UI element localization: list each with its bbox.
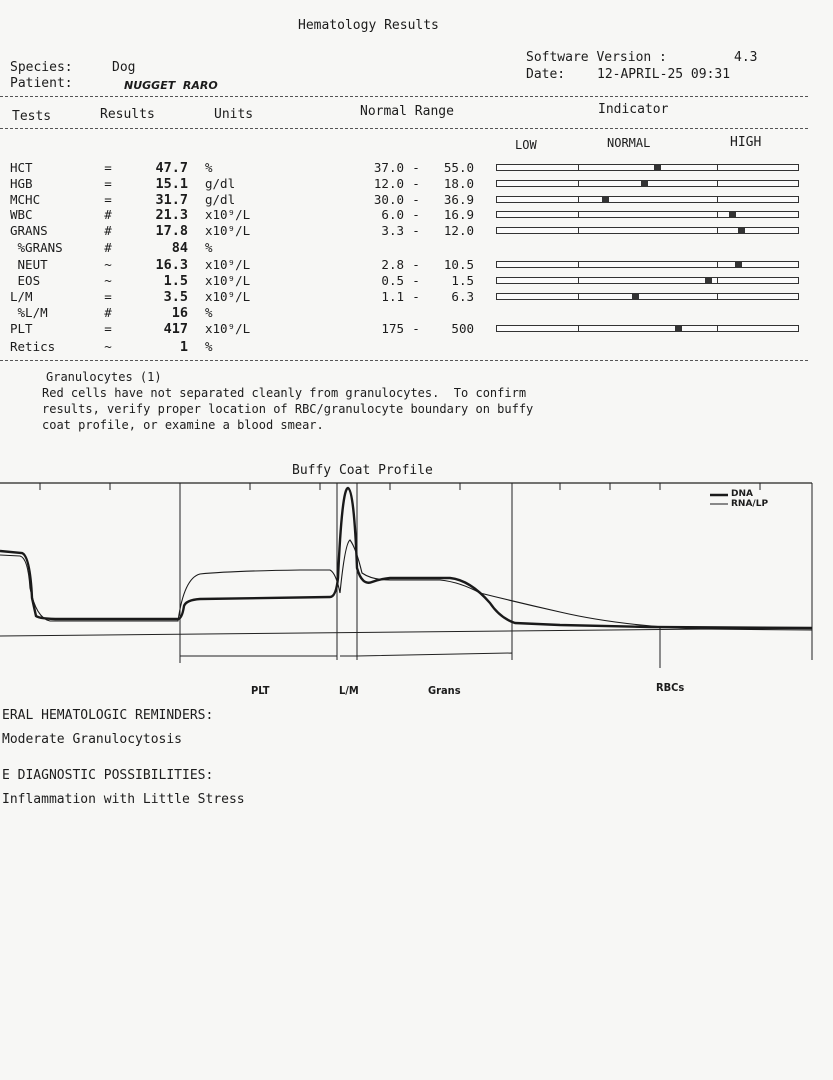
- result-flag: =: [104, 289, 112, 304]
- range-low: 6.0: [381, 207, 404, 222]
- test-name: EOS: [10, 273, 41, 288]
- indicator-tick: [717, 325, 718, 332]
- result-flag: ~: [104, 257, 112, 272]
- indicator-tick: [717, 261, 718, 268]
- indicator-bar: [496, 277, 799, 284]
- indicator-marker: [641, 181, 648, 186]
- range-high: 500: [451, 321, 474, 336]
- result-unit: x10⁹/L: [205, 273, 251, 288]
- result-flag: ~: [104, 339, 112, 354]
- chart-baseline: [0, 628, 812, 636]
- range-high: 1.5: [451, 273, 474, 288]
- reminders-heading: ERAL HEMATOLOGIC REMINDERS:: [2, 708, 214, 723]
- indicator-marker: [654, 165, 661, 170]
- result-value: 31.7: [155, 192, 188, 208]
- table-row: [0, 240, 833, 256]
- species-value: Dog: [112, 60, 136, 75]
- indicator-tick: [717, 164, 718, 171]
- message-line: results, verify proper location of RBC/granulocyte boundary on buffy: [42, 402, 534, 416]
- indicator-tick: [578, 261, 579, 268]
- profile-title: Buffy Coat Profile: [292, 463, 433, 478]
- result-unit: %: [205, 240, 213, 255]
- message-line: coat profile, or examine a blood smear.: [42, 418, 324, 432]
- columns-divider: [0, 128, 808, 129]
- result-flag: #: [104, 223, 112, 238]
- indicator-tick: [578, 277, 579, 284]
- result-flag: #: [104, 207, 112, 222]
- diagnostics-item: Inflammation with Little Stress: [2, 792, 245, 807]
- result-unit: g/dl: [205, 192, 236, 207]
- range-high: 36.9: [443, 192, 474, 207]
- col-results: Results: [100, 107, 155, 122]
- range-dash: -: [412, 257, 420, 272]
- software-version: 4.3: [734, 50, 758, 65]
- result-value: 1.5: [163, 273, 188, 289]
- result-value: 3.5: [163, 289, 188, 305]
- result-flag: =: [104, 160, 112, 175]
- range-dash: -: [412, 176, 420, 191]
- result-value: 16.3: [155, 257, 188, 273]
- indicator-marker: [602, 197, 609, 202]
- result-unit: %: [205, 339, 213, 354]
- result-value: 417: [163, 321, 188, 337]
- result-value: 21.3: [155, 207, 188, 223]
- table-row: [0, 160, 833, 176]
- result-unit: %: [205, 305, 213, 320]
- range-low: 37.0: [373, 160, 404, 175]
- table-row: [0, 223, 833, 239]
- patient-name: NUGGET RARO: [124, 79, 218, 92]
- range-dash: -: [412, 160, 420, 175]
- indicator-tick: [578, 211, 579, 218]
- zone-label-rbcs: RBCs: [656, 681, 685, 694]
- plt-bracket: [180, 656, 337, 662]
- reminders-item: Moderate Granulocytosis: [2, 732, 183, 747]
- indicator-bar: [496, 261, 799, 268]
- indicator-bar: [496, 180, 799, 187]
- indicator-marker: [705, 278, 712, 283]
- table-row: [0, 305, 833, 321]
- range-low: 3.3: [381, 223, 404, 238]
- result-flag: =: [104, 192, 112, 207]
- indicator-tick: [717, 211, 718, 218]
- col-normal-range: Normal Range: [360, 104, 454, 119]
- range-high: 18.0: [443, 176, 474, 191]
- range-high: 55.0: [443, 160, 474, 175]
- indicator-marker: [675, 326, 682, 331]
- table-row: [0, 257, 833, 273]
- result-value: 15.1: [155, 176, 188, 192]
- result-unit: x10⁹/L: [205, 257, 251, 272]
- zone-label-plt: PLT: [251, 684, 270, 697]
- range-low: 12.0: [373, 176, 404, 191]
- table-row: [0, 192, 833, 208]
- indicator-tick: [578, 293, 579, 300]
- zone-label-grans: Grans: [428, 684, 461, 697]
- range-high: 16.9: [443, 207, 474, 222]
- col-tests: Tests: [12, 109, 52, 124]
- result-value: 47.7: [155, 160, 188, 176]
- result-unit: x10⁹/L: [205, 321, 251, 336]
- test-name: Retics: [10, 339, 56, 354]
- test-name: HGB: [10, 176, 33, 191]
- range-dash: -: [412, 223, 420, 238]
- report-title: Hematology Results: [298, 18, 439, 33]
- range-dash: -: [412, 321, 420, 336]
- range-high: 10.5: [443, 257, 474, 272]
- result-flag: =: [104, 321, 112, 336]
- test-name: PLT: [10, 321, 33, 336]
- test-name: %GRANS: [10, 240, 63, 255]
- range-low: 30.0: [373, 192, 404, 207]
- indicator-bar: [496, 293, 799, 300]
- indicator-marker: [729, 212, 736, 217]
- indicator-bar: [496, 196, 799, 203]
- table-row: [0, 207, 833, 223]
- table-row: [0, 273, 833, 289]
- result-value: 84: [171, 240, 188, 256]
- species-label: Species:: [10, 60, 73, 75]
- indicator-marker: [632, 294, 639, 299]
- result-value: 1: [179, 339, 188, 355]
- chart-top-ticks: [40, 483, 760, 490]
- message-line: Red cells have not separated cleanly from granulocytes. To confirm: [42, 386, 527, 400]
- indicator-marker: [735, 262, 742, 267]
- range-low: 2.8: [381, 257, 404, 272]
- result-unit: x10⁹/L: [205, 289, 251, 304]
- indicator-tick: [578, 196, 579, 203]
- test-name: GRANS: [10, 223, 48, 238]
- indicator-bar: [496, 164, 799, 171]
- table-row: [0, 176, 833, 192]
- indicator-tick: [717, 277, 718, 284]
- indicator-normal-label: NORMAL: [607, 136, 651, 150]
- result-flag: =: [104, 176, 112, 191]
- test-name: WBC: [10, 207, 33, 222]
- result-flag: #: [104, 305, 112, 320]
- range-high: 12.0: [443, 223, 474, 238]
- result-flag: ~: [104, 273, 112, 288]
- header-divider: [0, 96, 808, 97]
- range-dash: -: [412, 289, 420, 304]
- test-name: %L/M: [10, 305, 48, 320]
- indicator-tick: [578, 227, 579, 234]
- result-unit: %: [205, 160, 213, 175]
- test-name: NEUT: [10, 257, 48, 272]
- indicator-tick: [717, 293, 718, 300]
- indicator-low-label: LOW: [515, 138, 537, 152]
- col-units: Units: [214, 107, 254, 122]
- report-date: 12-APRIL-25 09:31: [597, 67, 731, 82]
- indicator-tick: [717, 180, 718, 187]
- result-unit: x10⁹/L: [205, 223, 251, 238]
- indicator-marker: [738, 228, 745, 233]
- grans-bracket: [340, 653, 512, 660]
- table-row: [0, 339, 833, 355]
- indicator-tick: [717, 227, 718, 234]
- date-label: Date:: [526, 67, 566, 82]
- patient-label: Patient:: [10, 76, 73, 91]
- indicator-bar: [496, 325, 799, 332]
- software-label: Software Version :: [526, 50, 675, 65]
- test-name: L/M: [10, 289, 33, 304]
- rna-curve: [0, 540, 812, 630]
- result-value: 17.8: [155, 223, 188, 239]
- result-unit: g/dl: [205, 176, 236, 191]
- legend-rna-label: RNA/LP: [731, 499, 769, 509]
- range-low: 0.5: [381, 273, 404, 288]
- legend-dna-label: DNA: [731, 489, 753, 499]
- indicator-tick: [578, 164, 579, 171]
- range-dash: -: [412, 207, 420, 222]
- range-dash: -: [412, 273, 420, 288]
- range-high: 6.3: [451, 289, 474, 304]
- table-row: [0, 289, 833, 305]
- range-low: 175: [381, 321, 404, 336]
- dna-curve: [0, 488, 812, 628]
- result-flag: #: [104, 240, 112, 255]
- test-name: HCT: [10, 160, 33, 175]
- indicator-bar: [496, 211, 799, 218]
- table-row: [0, 321, 833, 337]
- diagnostics-heading: E DIAGNOSTIC POSSIBILITIES:: [2, 768, 214, 783]
- indicator-bar: [496, 227, 799, 234]
- result-unit: x10⁹/L: [205, 207, 251, 222]
- indicator-tick: [578, 180, 579, 187]
- buffy-coat-chart: [0, 478, 833, 700]
- range-dash: -: [412, 192, 420, 207]
- zone-label-lm: L/M: [339, 684, 359, 697]
- indicator-tick: [578, 325, 579, 332]
- message-heading: Granulocytes (1): [46, 370, 162, 384]
- indicator-tick: [717, 196, 718, 203]
- col-indicator: Indicator: [598, 102, 669, 117]
- result-value: 16: [171, 305, 188, 321]
- results-divider: [0, 360, 808, 361]
- range-low: 1.1: [381, 289, 404, 304]
- test-name: MCHC: [10, 192, 41, 207]
- indicator-high-label: HIGH: [730, 135, 762, 150]
